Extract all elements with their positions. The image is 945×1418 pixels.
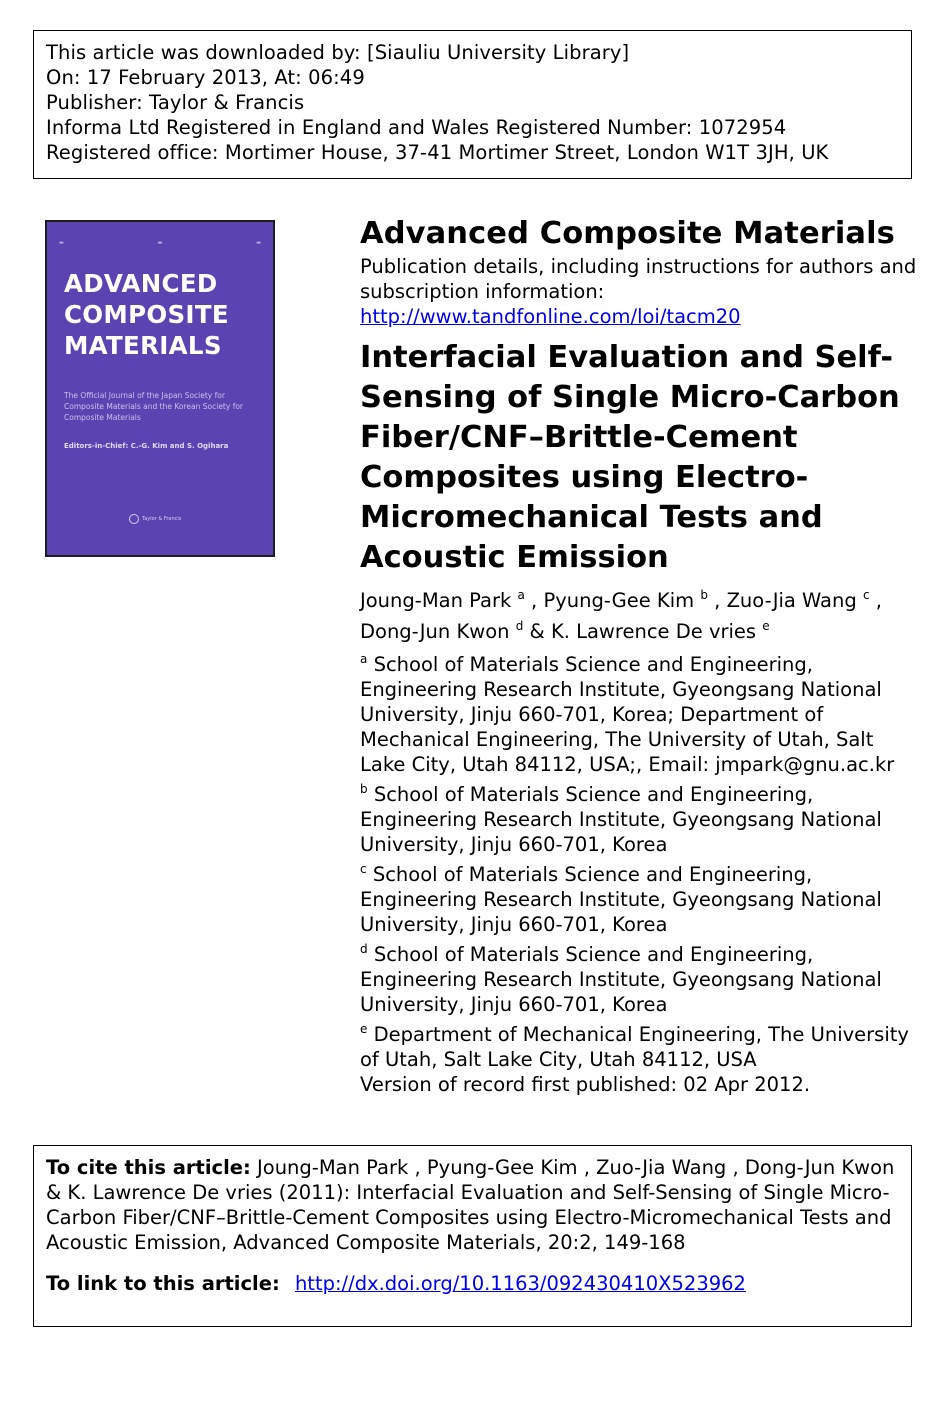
cover-title-line: ADVANCED	[64, 269, 218, 298]
download-line: Informa Ltd Registered in England and Wales Registered Number: 1072954	[46, 116, 787, 139]
affiliation-item	[360, 1022, 920, 1072]
cover-editors: Editors-in-Chief: C.-G. Kim and S. Ogihara	[64, 442, 229, 450]
publisher-logo-icon	[129, 514, 139, 524]
cover-subtitle: The Official Journal of the Japan Society for Composite Materials and the Korean Society for Composite Materials	[64, 391, 244, 422]
affiliation-item	[360, 782, 920, 857]
author-separator: ,	[869, 589, 889, 612]
author-affiliation-marker: d	[515, 619, 524, 633]
version-of-record: Version of record first published: 02 Apr 2012.	[360, 1073, 811, 1096]
citation-text	[46, 1155, 897, 1255]
cover-title	[64, 268, 229, 361]
author-name: Joung-Man Park	[360, 589, 512, 612]
affiliation-text: School of Materials Science and Engineering, Engineering Research Institute, Gyeongsang National University, Jinju 660-701, Korea	[360, 783, 882, 856]
author-name: Pyung-Gee Kim	[543, 589, 695, 612]
affiliation-marker: c	[360, 862, 367, 876]
cover-publisher-logo	[129, 514, 181, 524]
affiliation-marker: e	[360, 1022, 368, 1036]
journal-url-link[interactable]: http://www.tandfonline.com/loi/tacm20	[360, 305, 741, 328]
affiliation-item	[360, 862, 920, 937]
download-line: Publisher: Taylor & Francis	[46, 91, 305, 114]
article-link-row	[46, 1271, 897, 1296]
cover-topbar: ▬ ▬ ▬	[59, 240, 261, 246]
author-name: K. Lawrence De vries	[550, 620, 757, 643]
author-name: Dong-Jun Kwon	[360, 620, 510, 643]
journal-cover-image	[45, 220, 275, 557]
article-doi-link[interactable]: http://dx.doi.org/10.1163/092430410X523962	[294, 1272, 746, 1295]
author-affiliation-marker: c	[862, 588, 870, 602]
cite-label: To cite this article:	[46, 1156, 251, 1179]
article-title: Interfacial Evaluation and Self-Sensing of Single Micro-Carbon Fiber/CNF–Brittle-Cement Composites using Electro-Micromechanical Tests and Acoustic Emission	[360, 340, 900, 575]
download-line: This article was downloaded by: [Siauliu University Library]	[46, 41, 630, 64]
article-info-column	[360, 214, 920, 1097]
cite-body: Joung-Man Park , Pyung-Gee Kim , Zuo-Jia Wang , Dong-Jun Kwon & K. Lawrence De vries (2011): Interfacial Evaluation and Self-Sensing of Single Micro-Carbon Fiber/CNF–Brittle-Cement Composites using Electro-Micromechanical Tests and Acoustic Emission, Advanced Composite Materials, 20:2, 149-168	[46, 1156, 895, 1254]
affiliation-item	[360, 652, 920, 777]
affiliation-list	[360, 652, 920, 1072]
affiliation-text: School of Materials Science and Engineering, Engineering Research Institute, Gyeongsang National University, Jinju 660-701, Korea	[360, 863, 882, 936]
cover-publisher-name: Taylor & Francis	[142, 516, 182, 522]
publication-details: Publication details, including instructions for authors and subscription information:	[360, 255, 917, 303]
author-affiliation-marker: a	[517, 588, 525, 602]
journal-title: Advanced Composite Materials	[360, 216, 895, 251]
author-list	[360, 585, 920, 647]
author-separator: ,	[707, 589, 727, 612]
affiliation-marker: d	[360, 942, 368, 956]
author-separator: ,	[524, 589, 544, 612]
affiliation-text: School of Materials Science and Engineering, Engineering Research Institute, Gyeongsang National University, Jinju 660-701, Korea	[360, 943, 882, 1016]
download-line: On: 17 February 2013, At: 06:49	[46, 66, 365, 89]
link-label: To link to this article:	[46, 1272, 280, 1295]
author-affiliation-marker: e	[762, 619, 770, 633]
author-name: Zuo-Jia Wang	[726, 589, 857, 612]
affiliation-item	[360, 942, 920, 1017]
cover-title-line: COMPOSITE	[64, 300, 229, 329]
affiliation-marker: b	[360, 782, 368, 796]
author-affiliation-marker: b	[700, 588, 708, 602]
affiliation-text: School of Materials Science and Engineering, Engineering Research Institute, Gyeongsang National University, Jinju 660-701, Korea; Department of Mechanical Engineering, The University of Utah, Salt Lake City, Utah 84112, USA;, Email: jmpark@gnu.ac.kr	[360, 653, 895, 776]
affiliation-marker: a	[360, 652, 368, 666]
citation-box	[33, 1145, 912, 1327]
affiliation-text: Department of Mechanical Engineering, The University of Utah, Salt Lake City, Utah 84112, USA	[360, 1023, 909, 1071]
cover-title-line: MATERIALS	[64, 331, 222, 360]
download-line: Registered office: Mortimer House, 37-41 Mortimer Street, London W1T 3JH, UK	[46, 141, 829, 164]
author-separator: &	[523, 620, 551, 643]
download-info-box	[33, 30, 912, 179]
